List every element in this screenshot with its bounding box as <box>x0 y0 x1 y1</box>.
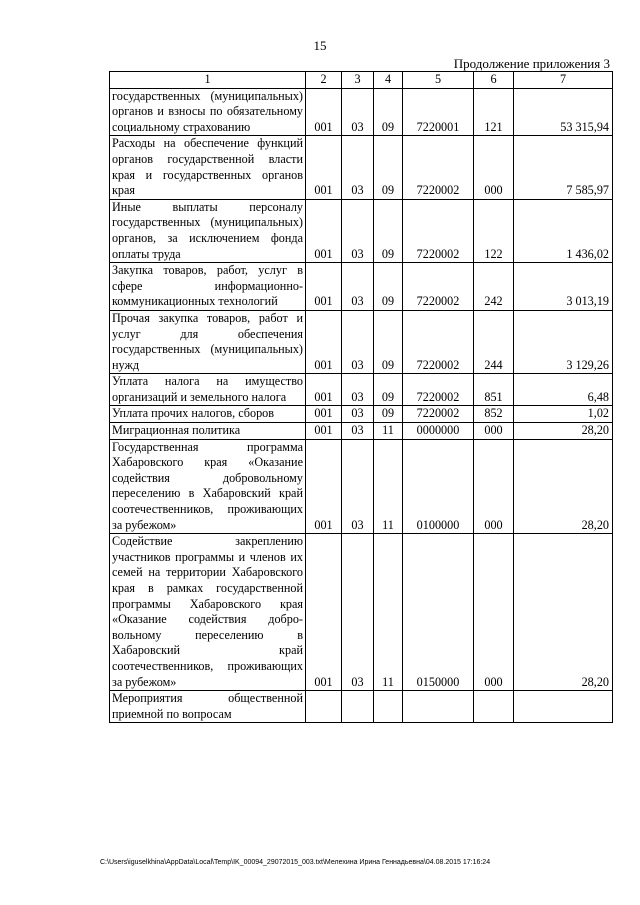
row-code-subsection <box>374 691 403 723</box>
row-code-target: 0150000 <box>403 534 474 691</box>
row-code-admin: 001 <box>306 406 342 423</box>
row-amount: 1 436,02 <box>514 199 613 262</box>
row-code-admin <box>306 691 342 723</box>
row-name-cell: Государственная программа Хабаровского края «Оказание содействия добровольному переселению в Хабаровский край соотечественников, проживающих за рубежом» <box>110 439 306 534</box>
row-code-target: 0000000 <box>403 423 474 440</box>
row-code-subsection: 11 <box>374 439 403 534</box>
row-code-expense-type: 244 <box>474 310 514 373</box>
row-amount: 28,20 <box>514 534 613 691</box>
row-name-cell: Уплата прочих налогов, сборов <box>110 406 306 423</box>
row-amount: 53 315,94 <box>514 88 613 136</box>
row-name-cell: Иные выплаты персоналу государственных (муниципальных) органов, за исключением фонда оплаты труда <box>110 199 306 262</box>
table-row <box>110 88 613 136</box>
row-amount: 28,20 <box>514 423 613 440</box>
row-amount: 1,02 <box>514 406 613 423</box>
row-amount <box>514 691 613 723</box>
row-code-expense-type: 000 <box>474 136 514 199</box>
row-code-admin: 001 <box>306 374 342 406</box>
row-code-admin: 001 <box>306 310 342 373</box>
row-amount: 3 013,19 <box>514 263 613 311</box>
table-row <box>110 199 613 262</box>
page-number: 15 <box>313 38 327 53</box>
row-code-target: 7220002 <box>403 136 474 199</box>
row-code-admin: 001 <box>306 423 342 440</box>
row-code-expense-type <box>474 691 514 723</box>
row-name-cell: Уплата налога на имущество организаций и земельного налога <box>110 374 306 406</box>
header-col-7: 7 <box>514 72 613 89</box>
continuation-note: Продолжение приложения 3 <box>453 56 610 71</box>
row-code-admin: 001 <box>306 263 342 311</box>
header-col-2: 2 <box>306 72 342 89</box>
table-row <box>110 374 613 406</box>
row-code-section: 03 <box>342 310 374 373</box>
row-code-admin: 001 <box>306 88 342 136</box>
row-code-section: 03 <box>342 406 374 423</box>
row-code-section: 03 <box>342 534 374 691</box>
row-code-target: 7220002 <box>403 310 474 373</box>
header-col-6: 6 <box>474 72 514 89</box>
row-code-section: 03 <box>342 374 374 406</box>
row-code-section <box>342 691 374 723</box>
table-body <box>110 88 613 723</box>
row-code-subsection: 09 <box>374 374 403 406</box>
row-code-expense-type: 122 <box>474 199 514 262</box>
row-code-subsection: 09 <box>374 263 403 311</box>
row-code-expense-type: 242 <box>474 263 514 311</box>
row-amount: 28,20 <box>514 439 613 534</box>
table-row <box>110 691 613 723</box>
row-code-target: 7220002 <box>403 406 474 423</box>
table-row <box>110 136 613 199</box>
row-code-subsection: 09 <box>374 88 403 136</box>
file-path-footer: C:\Users\iguselkhina\AppData\Local\Temp\IK_00094_29072015_003.txt\Мелехина Ирина Геннадьевна\04.08.2015 17:16:24 <box>100 859 491 866</box>
row-code-subsection: 09 <box>374 310 403 373</box>
row-code-section: 03 <box>342 423 374 440</box>
row-code-section: 03 <box>342 199 374 262</box>
row-name-cell: Прочая закупка товаров, работ и услуг для обеспечения государственных (муниципальных) нужд <box>110 310 306 373</box>
row-code-expense-type: 000 <box>474 423 514 440</box>
row-code-section: 03 <box>342 263 374 311</box>
row-name-cell: Расходы на обеспечение функций органов государственной власти края и государственных органов края <box>110 136 306 199</box>
row-code-expense-type: 000 <box>474 439 514 534</box>
row-amount: 7 585,97 <box>514 136 613 199</box>
table-row <box>110 263 613 311</box>
row-code-section: 03 <box>342 136 374 199</box>
row-code-admin: 001 <box>306 199 342 262</box>
row-name-cell: Закупка товаров, работ, услуг в сфере информационно-коммуникационных технологий <box>110 263 306 311</box>
row-code-target <box>403 691 474 723</box>
row-name-cell: государственных (муниципальных) органов и взносы по обязательному социальному страхованию <box>110 88 306 136</box>
row-code-target: 7220002 <box>403 263 474 311</box>
row-code-expense-type: 121 <box>474 88 514 136</box>
row-code-subsection: 11 <box>374 423 403 440</box>
table-row <box>110 310 613 373</box>
row-code-expense-type: 000 <box>474 534 514 691</box>
row-code-subsection: 09 <box>374 199 403 262</box>
header-col-1: 1 <box>110 72 306 89</box>
header-col-4: 4 <box>374 72 403 89</box>
row-name-cell: Мероприятия общественной приемной по вопросам <box>110 691 306 723</box>
row-code-subsection: 09 <box>374 136 403 199</box>
row-code-expense-type: 851 <box>474 374 514 406</box>
row-code-admin: 001 <box>306 136 342 199</box>
header-col-3: 3 <box>342 72 374 89</box>
row-code-target: 7220002 <box>403 374 474 406</box>
table-row <box>110 439 613 534</box>
row-code-subsection: 11 <box>374 534 403 691</box>
row-name-cell: Содействие закреплению участников программы и членов их семей на территории Хабаровского края в рамках государственной программы Хабаровского края «Оказание содействия добро-вольному переселению в Хабаровский край соотечественников, проживающих за рубежом» <box>110 534 306 691</box>
header-col-5: 5 <box>403 72 474 89</box>
budget-table <box>109 71 613 723</box>
row-code-admin: 001 <box>306 534 342 691</box>
table-row <box>110 534 613 691</box>
table-row <box>110 423 613 440</box>
row-code-subsection: 09 <box>374 406 403 423</box>
row-code-target: 0100000 <box>403 439 474 534</box>
row-amount: 6,48 <box>514 374 613 406</box>
table-header-row <box>110 72 613 89</box>
row-code-section: 03 <box>342 88 374 136</box>
row-code-expense-type: 852 <box>474 406 514 423</box>
table-row <box>110 406 613 423</box>
row-amount: 3 129,26 <box>514 310 613 373</box>
row-code-target: 7220002 <box>403 199 474 262</box>
row-name-cell: Миграционная политика <box>110 423 306 440</box>
row-code-target: 7220001 <box>403 88 474 136</box>
row-code-admin: 001 <box>306 439 342 534</box>
row-code-section: 03 <box>342 439 374 534</box>
